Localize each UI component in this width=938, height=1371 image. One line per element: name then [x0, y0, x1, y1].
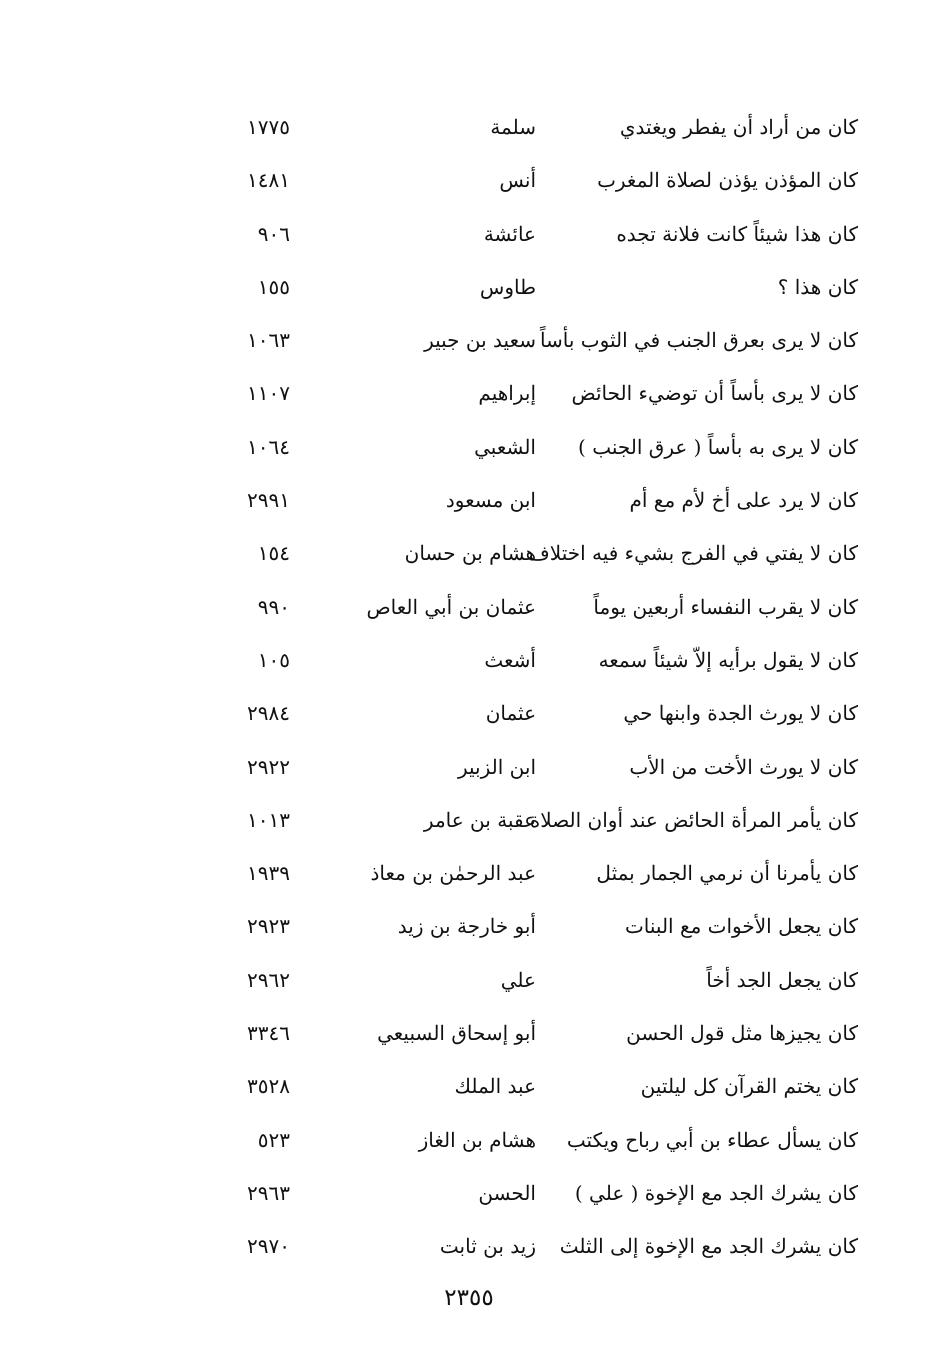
hadith-number: ٢٩٩١: [247, 488, 290, 513]
narrator-name: علي: [500, 967, 536, 992]
index-row: [0, 1007, 938, 1060]
narrator-name: هشام بن حسان: [404, 541, 536, 566]
hadith-phrase: كان يشرك الجد مع الإخوة ( علي ): [574, 1180, 858, 1205]
narrator-name: سعيد بن جبير: [424, 328, 536, 353]
hadith-number: ٢٩٢٣: [247, 914, 290, 939]
narrator-name: الحسن: [478, 1180, 536, 1205]
index-row: [0, 474, 938, 527]
hadith-number: ٢٩٢٢: [247, 754, 290, 779]
narrator-name: عثمان: [485, 701, 536, 726]
narrator-name: ابن مسعود: [445, 488, 536, 513]
narrator-name: أبو إسحاق السبيعي: [377, 1021, 536, 1046]
index-row: [0, 421, 938, 474]
hadith-number: ٣٥٢٨: [247, 1074, 290, 1099]
hadith-phrase: كان يجعل الجد أخاً: [706, 967, 858, 992]
narrator-name: عقبة بن عامر: [423, 807, 536, 832]
index-row: [0, 261, 938, 314]
hadith-phrase: كان هذا شيئاً كانت فلانة تجده: [616, 221, 858, 246]
narrator-name: عبد الرحمٰن بن معاذ: [370, 861, 536, 886]
index-row: [0, 1220, 938, 1273]
hadith-number: ١٤٨١: [247, 168, 290, 193]
hadith-number: ١٠٦٤: [247, 434, 290, 459]
hadith-phrase: كان يسأل عطاء بن أبي رباح ويكتب: [566, 1127, 858, 1152]
page-number: ٢٣٥٥: [444, 1285, 494, 1311]
hadith-phrase: كان المؤذن يؤذن لصلاة المغرب: [597, 168, 858, 193]
narrator-name: أشعث: [484, 647, 536, 672]
narrator-name: سلمة: [490, 115, 536, 139]
index-row: [0, 1060, 938, 1113]
hadith-number: ١٠٦٣: [247, 328, 290, 353]
narrator-name: زيد بن ثابت: [439, 1234, 536, 1259]
index-row: [0, 314, 938, 367]
hadith-phrase: كان لا يرى بأساً أن توضيء الحائض: [571, 381, 858, 406]
hadith-number: ١٠٥: [257, 647, 290, 672]
hadith-number: ٣٣٤٦: [247, 1021, 290, 1046]
index-row: [0, 634, 938, 687]
narrator-name: أنس: [499, 168, 536, 193]
index-row: [0, 687, 938, 740]
hadith-phrase: كان لا يفتي في الفرج بشيء فيه اختلاف: [529, 541, 858, 566]
hadith-number: ١١٠٧: [247, 381, 290, 406]
hadith-number: ١٥٤: [257, 541, 290, 566]
narrator-name: عثمان بن أبي العاص: [366, 594, 536, 619]
hadith-number: ١٧٧٥: [247, 115, 290, 139]
hadith-phrase: كان لا يقول برأيه إلاّ شيئاً سمعه: [598, 647, 858, 672]
hadith-number: ١٠١٣: [247, 807, 290, 832]
hadith-phrase: كان من أراد أن يفطر ويغتدي: [619, 115, 858, 139]
hadith-phrase: كان يجعل الأخوات مع البنات: [624, 914, 858, 939]
hadith-phrase: كان لا يرى به بأساً ( عرق الجنب ): [578, 434, 858, 459]
index-row: [0, 794, 938, 847]
hadith-phrase: كان لا يقرب النفساء أربعين يوماً: [593, 594, 858, 619]
narrator-name: إبراهيم: [478, 381, 536, 406]
narrator-name: هشام بن الغاز: [418, 1127, 536, 1152]
hadith-number: ٢٩٨٤: [247, 701, 290, 726]
hadith-phrase: كان يجيزها مثل قول الحسن: [626, 1021, 858, 1046]
hadith-number: ١٩٣٩: [247, 861, 290, 886]
index-table: [0, 101, 938, 1274]
index-row: [0, 581, 938, 634]
index-row: [0, 900, 938, 953]
hadith-number: ٢٩٦٢: [247, 967, 290, 992]
index-row: [0, 367, 938, 420]
narrator-name: الشعبي: [474, 434, 536, 459]
hadith-number: ٥٢٣: [257, 1127, 290, 1152]
narrator-name: أبو خارجة بن زيد: [397, 914, 536, 939]
hadith-number: ٩٩٠: [257, 594, 290, 619]
narrator-name: ابن الزبير: [457, 754, 536, 779]
hadith-phrase: كان يشرك الجد مع الإخوة إلى الثلث: [559, 1234, 858, 1259]
index-row: [0, 154, 938, 207]
hadith-phrase: كان يأمرنا أن نرمي الجمار بمثل: [596, 861, 858, 886]
index-row: [0, 208, 938, 261]
index-row: [0, 847, 938, 900]
narrator-name: طاوس: [479, 274, 536, 299]
index-row: [0, 101, 938, 154]
index-row: [0, 1114, 938, 1167]
hadith-number: ٢٩٧٠: [247, 1234, 290, 1259]
hadith-number: ٩٠٦: [257, 221, 290, 246]
index-row: [0, 527, 938, 580]
hadith-phrase: كان يختم القرآن كل ليلتين: [640, 1074, 858, 1099]
hadith-phrase: كان يأمر المرأة الحائض عند أوان الصلاة: [529, 807, 858, 832]
index-row: [0, 954, 938, 1007]
hadith-number: ١٥٥: [257, 274, 290, 299]
index-row: [0, 741, 938, 794]
narrator-name: عبد الملك: [454, 1074, 536, 1099]
narrator-name: عائشة: [483, 221, 536, 246]
hadith-number: ٢٩٦٣: [247, 1180, 290, 1205]
hadith-phrase: كان هذا ؟: [777, 274, 858, 299]
hadith-phrase: كان لا يرى بعرق الجنب في الثوب بأساً: [539, 328, 858, 353]
index-row: [0, 1167, 938, 1220]
hadith-phrase: كان لا يرد على أخ لأم مع أم: [629, 488, 858, 513]
hadith-phrase: كان لا يورث الأخت من الأب: [629, 754, 858, 779]
hadith-phrase: كان لا يورث الجدة وابنها حي: [623, 701, 858, 726]
